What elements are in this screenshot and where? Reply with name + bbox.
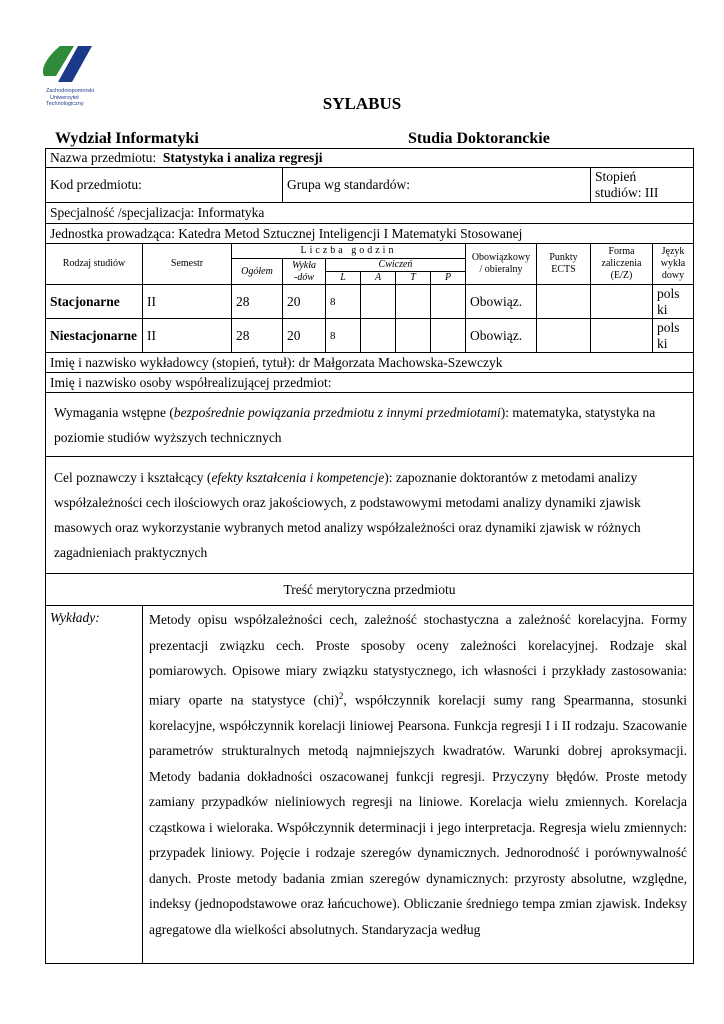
- head-ects: [537, 244, 591, 285]
- hours-lectures: 20: [283, 319, 326, 353]
- specialty-row: [46, 203, 694, 224]
- hours-a: [361, 319, 396, 353]
- head-language-line-2: wykła: [660, 258, 686, 269]
- head-ects-line-2: ECTS: [551, 264, 576, 275]
- hours-total: 28: [232, 285, 283, 319]
- head-total: Ogółem: [232, 259, 283, 285]
- table-row: [46, 319, 694, 353]
- head-language-line-1: Język: [661, 246, 685, 257]
- degree-line-2: studiów: III: [595, 185, 659, 200]
- goal-row: [46, 457, 694, 574]
- studies-heading: Studia Doktoranckie: [408, 130, 550, 147]
- lectures-text-part-2: , współczynnik korelacji sumy rang Spearmanna, stosunki korelacyjne, współczynnik korelacji liniowej Pearsona. Funkcja regresji I i II rodzaju. Szacowanie parametrów strukturalnych metodą najmniejszych kwadratów. Warunki dobrej aproksymacji. Metody badania dokładności oszacowanej funkcji regresji. Przyczyny błędów. Proste metody zamiany przypadków nieliniowych regresji na liniowe. Korelacja wielu zmiennych. Korelacja cząstkowa i wieloraka. Współczynnik determinacji i jego interpretacja. Regresja wielu zmiennych: przypadek liniowy. Pojęcie i rodzaje szeregów dynamicznych. Jednorodność i porównywalność danych. Proste metody badania zmian szeregów dynamicznych: przyrosty absolutne, względne, indeksy (jednopodstawowe oraz łańcuchowe). Obliczanie średniego tempa zmian zjawisk. Indeksy agregatowe dla wielkości absolutnych. Standaryzacja według: [149, 692, 688, 937]
- content-header: Treść merytoryczna przedmiotu: [46, 574, 694, 606]
- course-name-cell: [46, 149, 694, 168]
- goal-pre: Cel poznawczy i kształcący (: [54, 470, 212, 485]
- language: [653, 319, 694, 353]
- table-row: [46, 285, 694, 319]
- university-logo: [40, 44, 100, 84]
- requirements-italic: bezpośrednie powiązania przedmiotu z innymi przedmiotami: [173, 404, 501, 420]
- language-line-1: pols: [657, 319, 680, 335]
- degree-line-1: Stopień: [595, 169, 637, 184]
- head-mandatory-line-2: / obieralny: [479, 264, 523, 275]
- language-line-1: pols: [657, 285, 680, 301]
- lecturer-row: [46, 353, 694, 373]
- head-hours: Liczba godzin: [232, 244, 466, 259]
- lectures-content: [143, 606, 694, 964]
- lecturer-cell: Imię i nazwisko wykładowcy (stopień, tytuł): dr Małgorzata Machowska-Szewczyk: [46, 353, 694, 373]
- logo-line-1: Zachodniopomorski: [46, 88, 94, 94]
- course-name-row: [46, 149, 694, 168]
- hours-t: [396, 319, 431, 353]
- form: [591, 319, 653, 353]
- hours-total: 28: [232, 319, 283, 353]
- head-language: [653, 244, 694, 285]
- goal-cell: [46, 457, 694, 574]
- language-line-2: ki: [657, 301, 668, 317]
- co-lecturer-cell: Imię i nazwisko osoby współrealizującej przedmiot:: [46, 373, 694, 393]
- mandatory: Obowiąz.: [466, 319, 537, 353]
- syllabus-table: [45, 148, 694, 964]
- requirements-row: [46, 393, 694, 457]
- ects: [537, 319, 591, 353]
- hours-p: [431, 319, 466, 353]
- lectures-label: Wykłady:: [46, 606, 143, 964]
- hours-t: [396, 285, 431, 319]
- head-P: P: [431, 272, 466, 285]
- head-form-line-2: zaliczenia: [601, 258, 642, 269]
- course-name-label: Nazwa przedmiotu:: [50, 150, 157, 165]
- unit-row: [46, 224, 694, 244]
- group-cell: Grupa wg standardów:: [283, 168, 591, 203]
- goal-post: ): zapoznanie doktorantów z metodami analizy współzależności cech ilościowych oraz jakościowych, z podstawowymi metodami analizy dynamiki zjawisk masowych oraz wykorzystanie wybranych metod analizy współzależności oraz dynamiki zjawisk w różnych zagadnieniach praktycznych: [54, 470, 641, 560]
- study-type: Stacjonarne: [46, 285, 143, 319]
- head-T: T: [396, 272, 431, 285]
- lectures-row: [46, 606, 694, 964]
- head-mandatory: [466, 244, 537, 285]
- lectures-text-part-1: Metody opisu współzależności cech, zależność stochastyczna a zależność korelacyjna. Formy prezentacji związku cech. Proste sposoby oceny zależności korelacyjnej. Rodzaje skal pomiarowych. Opisowe miary związku statystycznego, ich własności i przykłady zastosowania: miary oparte na statystyce (chi): [149, 612, 688, 707]
- course-name-value: Statystyka i analiza regresji: [162, 150, 323, 165]
- goal-italic: efekty kształcenia i kompetencje: [211, 470, 385, 485]
- head-study-type: Rodzaj studiów: [46, 244, 143, 285]
- hours-p: [431, 285, 466, 319]
- head-ects-line-1: Punkty: [549, 252, 578, 263]
- hours-a: [361, 285, 396, 319]
- ects: [537, 285, 591, 319]
- hours-lectures: 20: [283, 285, 326, 319]
- degree-cell: [591, 168, 694, 203]
- course-code-cell: Kod przedmiotu:: [46, 168, 283, 203]
- language: [653, 285, 694, 319]
- semester: II: [143, 285, 232, 319]
- hours-lab: 8: [326, 319, 361, 353]
- requirements-pre: Wymagania wstępne (: [54, 404, 174, 420]
- head-lectures-line-1: Wykła: [291, 259, 317, 271]
- requirements-post: ): matematyka, statystyka na poziomie studiów wyższych technicznych: [54, 404, 656, 445]
- head-A: A: [361, 272, 396, 285]
- lectures-superscript: 2: [338, 690, 344, 701]
- semester: II: [143, 319, 232, 353]
- head-form: [591, 244, 653, 285]
- faculty-heading: Wydział Informatyki: [55, 130, 199, 147]
- unit-cell: Jednostka prowadząca: Katedra Metod Sztucznej Inteligencji I Matematyki Stosowanej: [46, 224, 694, 244]
- page-title: SYLABUS: [322, 94, 402, 113]
- head-mandatory-line-1: Obowiązkowy: [471, 252, 531, 263]
- head-lectures-line-2: -dów: [294, 271, 314, 283]
- study-type: Niestacjonarne: [46, 319, 143, 353]
- head-form-line-3: (E/Z): [610, 270, 633, 281]
- requirements-cell: [46, 393, 694, 457]
- hours-lab: 8: [326, 285, 361, 319]
- mandatory: Obowiąz.: [466, 285, 537, 319]
- logo-line-2: Uniwersytet: [50, 94, 79, 101]
- logo-line-3: Technologiczny: [46, 101, 84, 107]
- head-semester: Semestr: [143, 244, 232, 285]
- form: [591, 285, 653, 319]
- header-row-1: [46, 244, 694, 259]
- head-lectures: [283, 259, 326, 285]
- head-language-line-3: dowy: [661, 270, 685, 281]
- code-row: [46, 168, 694, 203]
- content-header-row: [46, 574, 694, 606]
- head-exercises: Ćwiczeń: [326, 259, 466, 272]
- head-L: L: [326, 272, 361, 285]
- specialty-cell: Specjalność /specjalizacja: Informatyka: [46, 203, 694, 224]
- head-form-line-1: Forma: [608, 246, 635, 257]
- co-lecturer-row: [46, 373, 694, 393]
- language-line-2: ki: [657, 335, 668, 351]
